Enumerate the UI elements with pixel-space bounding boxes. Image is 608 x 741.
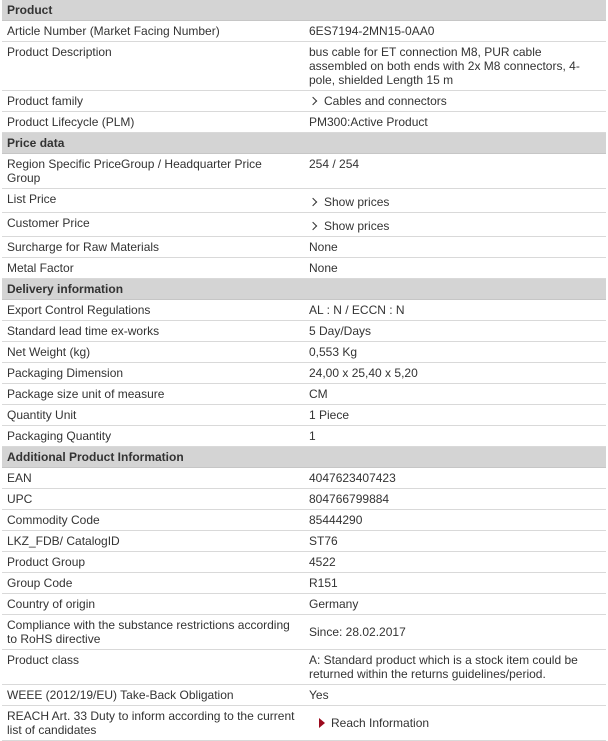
section-price-data: [2, 133, 606, 154]
row-label: EAN: [2, 468, 303, 489]
row-value: 1: [303, 426, 606, 447]
row-value: Yes: [303, 685, 606, 706]
row-value: 1 Piece: [303, 405, 606, 426]
link-text[interactable]: Show prices: [324, 219, 390, 233]
section-title: Price data: [2, 133, 303, 154]
row-list-price: [2, 189, 606, 213]
section-title: Additional Product Information: [2, 447, 303, 468]
row-label: Product class: [2, 650, 303, 685]
row-label: LKZ_FDB/ CatalogID: [2, 531, 303, 552]
link-text[interactable]: Show prices: [324, 195, 390, 209]
link-text[interactable]: Reach Information: [331, 716, 430, 730]
row-value: ST76: [303, 531, 606, 552]
row-product-class: [2, 650, 606, 685]
row-package-size-unit: [2, 384, 606, 405]
customer-price-link[interactable]: [303, 213, 606, 237]
row-label: Group Code: [2, 573, 303, 594]
row-label: List Price: [2, 189, 303, 213]
row-region-price-group: [2, 154, 606, 189]
row-lead-time: [2, 321, 606, 342]
chevron-right-icon: [309, 222, 317, 230]
row-label: Packaging Dimension: [2, 363, 303, 384]
row-weee-obligation: [2, 685, 606, 706]
row-product-group: [2, 552, 606, 573]
row-value: 254 / 254: [303, 154, 606, 189]
link-text[interactable]: Cables and connectors: [324, 94, 447, 108]
row-label: Packaging Quantity: [2, 426, 303, 447]
row-ean: [2, 468, 606, 489]
row-value: CM: [303, 384, 606, 405]
row-upc: [2, 489, 606, 510]
row-label: Customer Price: [2, 213, 303, 237]
row-label: Product Lifecycle (PLM): [2, 112, 303, 133]
row-commodity-code: [2, 510, 606, 531]
row-label: Surcharge for Raw Materials: [2, 237, 303, 258]
row-article-number: [2, 21, 606, 42]
row-product-lifecycle: [2, 112, 606, 133]
product-family-link[interactable]: [303, 91, 606, 112]
product-data-table: [2, 0, 606, 741]
row-label: Standard lead time ex-works: [2, 321, 303, 342]
row-value: None: [303, 258, 606, 279]
row-label: Package size unit of measure: [2, 384, 303, 405]
section-title: Product: [2, 0, 303, 21]
row-country-of-origin: [2, 594, 606, 615]
row-label: Region Specific PriceGroup / Headquarter Price Group: [2, 154, 303, 189]
row-label: Product family: [2, 91, 303, 112]
row-label: Product Group: [2, 552, 303, 573]
row-product-description: [2, 42, 606, 91]
row-customer-price: [2, 213, 606, 237]
section-additional-information: [2, 447, 606, 468]
row-metal-factor: [2, 258, 606, 279]
row-label: Country of origin: [2, 594, 303, 615]
section-title: Delivery information: [2, 279, 303, 300]
row-catalog-id: [2, 531, 606, 552]
row-value: 4047623407423: [303, 468, 606, 489]
row-value: None: [303, 237, 606, 258]
row-reach-duty: [2, 706, 606, 741]
chevron-right-icon: [309, 198, 317, 206]
reach-information-link[interactable]: [303, 706, 606, 741]
row-value: 4522: [303, 552, 606, 573]
row-value: R151: [303, 573, 606, 594]
row-label: Compliance with the substance restrictions according to RoHS directive: [2, 615, 303, 650]
row-label: Article Number (Market Facing Number): [2, 21, 303, 42]
row-label: Commodity Code: [2, 510, 303, 531]
row-value: AL : N / ECCN : N: [303, 300, 606, 321]
row-label: Metal Factor: [2, 258, 303, 279]
row-label: Product Description: [2, 42, 303, 91]
row-packaging-quantity: [2, 426, 606, 447]
row-value: 804766799884: [303, 489, 606, 510]
row-quantity-unit: [2, 405, 606, 426]
row-label: Quantity Unit: [2, 405, 303, 426]
row-label: WEEE (2012/19/EU) Take-Back Obligation: [2, 685, 303, 706]
row-surcharge-raw-materials: [2, 237, 606, 258]
row-net-weight: [2, 342, 606, 363]
triangle-right-icon: [319, 718, 325, 728]
row-rohs-compliance: [2, 615, 606, 650]
row-value: Since: 28.02.2017: [303, 615, 606, 650]
row-label: REACH Art. 33 Duty to inform according to the current list of candidates: [2, 706, 303, 741]
row-export-control: [2, 300, 606, 321]
row-label: Net Weight (kg): [2, 342, 303, 363]
row-value: Germany: [303, 594, 606, 615]
row-value: A: Standard product which is a stock item could be returned within the returns guidelines/period.: [303, 650, 606, 685]
list-price-link[interactable]: [303, 189, 606, 213]
row-value: 85444290: [303, 510, 606, 531]
row-value: 6ES7194-2MN15-0AA0: [303, 21, 606, 42]
row-label: Export Control Regulations: [2, 300, 303, 321]
chevron-right-icon: [309, 97, 317, 105]
row-value: 5 Day/Days: [303, 321, 606, 342]
row-packaging-dimension: [2, 363, 606, 384]
row-value: bus cable for ET connection M8, PUR cable assembled on both ends with 2x M8 connectors, 4-pole, shielded Length 15 m: [303, 42, 606, 91]
section-delivery-information: [2, 279, 606, 300]
row-label: UPC: [2, 489, 303, 510]
row-value: 24,00 x 25,40 x 5,20: [303, 363, 606, 384]
row-group-code: [2, 573, 606, 594]
row-value: 0,553 Kg: [303, 342, 606, 363]
row-value: PM300:Active Product: [303, 112, 606, 133]
section-product: [2, 0, 606, 21]
row-product-family: [2, 91, 606, 112]
